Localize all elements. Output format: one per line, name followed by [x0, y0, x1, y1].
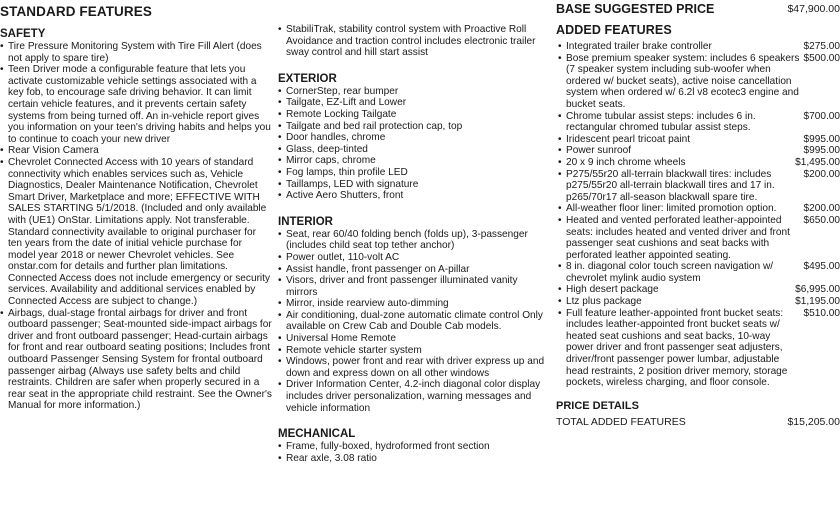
base-price-row — [556, 1, 840, 17]
exterior-item: • Door handles, chrome — [278, 132, 546, 144]
added-feature-text: • Full feature leather-appointed front bucket seats: includes leather-appointed front bucket seats w/ heated seat cushions and seat backs, 10-way power driver and front passenger seat adjusters, driver/front passenger power lumbar, adjustable head restraints, 2 position driver memory, storage pockets, wireless charging, and floor console. — [566, 307, 788, 389]
added-feature-item — [556, 261, 840, 284]
added-feature-item — [556, 111, 840, 134]
safety-list-continued — [278, 24, 546, 59]
added-feature-price: $275.00 — [803, 41, 840, 52]
safety-list — [0, 41, 272, 412]
interior-section-title: INTERIOR — [278, 215, 333, 228]
mechanical-item: • Rear axle, 3.08 ratio — [278, 453, 546, 465]
added-feature-item — [556, 215, 840, 261]
interior-item: • Air conditioning, dual-zone automatic climate control Only available on Crew Cab and Double Cab models. — [278, 310, 546, 333]
added-feature-price: $650.00 — [803, 214, 840, 226]
total-added-features-value: $15,205.00 — [787, 415, 840, 428]
price-details-title: PRICE DETAILS — [556, 399, 639, 412]
interior-item: • Seat, rear 60/40 folding bench (folds up), 3-passenger (includes child seat top tether anchor) — [278, 229, 546, 252]
mechanical-section-title: MECHANICAL — [278, 428, 356, 441]
safety-item: • Tire Pressure Monitoring System with Tire Fill Alert (does not apply to spare tire) — [0, 41, 272, 64]
interior-item: • Windows, power front and rear with driver express up and down and express down on all other windows — [278, 356, 546, 379]
interior-list — [278, 229, 546, 415]
added-feature-price: $700.00 — [803, 110, 840, 122]
exterior-item: • Glass, deep-tinted — [278, 144, 546, 156]
added-feature-item — [556, 41, 840, 53]
added-feature-price: $200.00 — [803, 203, 840, 215]
added-feature-price: $995.00 — [803, 145, 840, 157]
interior-item: • Power outlet, 110-volt AC — [278, 252, 546, 264]
safety-section-title: SAFETY — [0, 28, 46, 40]
added-feature-text: • Iridescent pearl tricoat paint — [566, 133, 690, 145]
interior-item: • Mirror, inside rearview auto-dimming — [278, 298, 546, 310]
added-feature-text: • All-weather floor liner: limited promotion option. — [566, 203, 777, 215]
added-feature-price: $510.00 — [803, 307, 840, 319]
exterior-item: • Active Aero Shutters, front — [278, 190, 546, 202]
added-feature-item — [556, 308, 840, 389]
interior-item: • Remote vehicle starter system — [278, 345, 546, 357]
interior-item: • Visors, driver and front passenger illuminated vanity mirrors — [278, 275, 546, 298]
added-feature-text: • Bose premium speaker system: includes 6 speakers (7 speaker system including sub-woofer when ordered w/ bucket seats), active noise cancellation system when ordered w/ 6.2l v8 ecotec3 engine and bucket seats. — [566, 52, 800, 110]
total-added-features-row — [556, 416, 840, 429]
added-feature-item — [556, 284, 840, 296]
added-feature-text: • Chrome tubular assist steps: includes 6 in. rectangular chromed tubular assist steps. — [566, 110, 756, 134]
exterior-section-title: EXTERIOR — [278, 72, 337, 85]
added-feature-text: • Integrated trailer brake controller — [566, 41, 712, 52]
safety-item: • Teen Driver mode a configurable feature that lets you activate customizable vehicle settings associated with a key fob, to encourage safe driving behavior. It can limit certain vehicle features, and it prevents certain safety systems from being turned off. An in-vehicle report gives you information on your teen's driving habits and helps you to continue to coach your new driver — [0, 64, 272, 145]
added-feature-item — [556, 203, 840, 215]
mechanical-item: • Frame, fully-boxed, hydroformed front section — [278, 441, 546, 453]
exterior-list — [278, 86, 546, 202]
added-feature-price: $1,495.00 — [795, 156, 840, 168]
added-feature-price: $6,995.00 — [795, 284, 840, 296]
exterior-item: • Tailgate and bed rail protection cap, top — [278, 121, 546, 133]
exterior-item: • Taillamps, LED with signature — [278, 179, 546, 191]
added-feature-price: $495.00 — [803, 261, 840, 273]
safety-item: • StabiliTrak, stability control system with Proactive Roll Avoidance and traction control includes electronic trailer sway control and hill start assist — [278, 24, 546, 59]
exterior-item: • Tailgate, EZ-Lift and Lower — [278, 97, 546, 109]
added-feature-price: $1,195.00 — [795, 296, 840, 308]
total-added-features-label: TOTAL ADDED FEATURES — [556, 415, 686, 428]
interior-item: • Driver Information Center, 4.2-inch diagonal color display includes driver personalization, warning messages and vehicle information — [278, 379, 546, 414]
added-features-title: ADDED FEATURES — [556, 23, 672, 37]
added-feature-text: • Power sunroof — [566, 145, 632, 157]
added-feature-price: $500.00 — [803, 52, 840, 64]
added-feature-text: • 20 x 9 inch chrome wheels — [566, 156, 686, 168]
added-feature-price: $995.00 — [803, 133, 840, 145]
added-feature-price: $200.00 — [803, 168, 840, 180]
added-feature-item — [556, 53, 840, 111]
added-feature-text: • 8 in. diagonal color touch screen navigation w/ chevrolet mylink audio system — [566, 261, 774, 284]
safety-item: • Chevrolet Connected Access with 10 years of standard connectivity which enables services such as, Vehicle Diagnostics, Dealer Maintenance Notification, Chevrolet Smart Driver, Marketplace and more; EFFECTIVE WITH SALES STARTING 5/1/2018. (Included and only available with (UE1) OnStar. Limitations apply. Not transferable. Standard connectivity available to original purchaser for ten years from the date of initial vehicle purchase for model year 2018 or newer Chevrolet vehicles. See onstar.com for details and further plan limitations. Connected Access does not include emergency or security services. Availability and additional services enabled by Connected Access are subject to change.) — [0, 157, 272, 308]
standard-features-column-2 — [278, 0, 546, 464]
interior-item: • Universal Home Remote — [278, 333, 546, 345]
safety-item: • Rear Vision Camera — [0, 145, 272, 157]
interior-item: • Assist handle, front passenger on A-pillar — [278, 264, 546, 276]
added-feature-item — [556, 134, 840, 146]
added-feature-item — [556, 296, 840, 308]
base-price-value: $47,900.00 — [787, 3, 840, 15]
exterior-item: • CornerStep, rear bumper — [278, 86, 546, 98]
mechanical-list — [278, 441, 546, 464]
added-features-list — [556, 41, 840, 389]
standard-features-column — [0, 0, 272, 412]
added-feature-text: • High desert package — [566, 284, 659, 296]
pricing-column — [556, 0, 840, 429]
base-price-label: BASE SUGGESTED PRICE — [556, 2, 715, 16]
standard-features-title: STANDARD FEATURES — [0, 4, 152, 19]
added-feature-item — [556, 169, 840, 204]
added-feature-text: • P275/55r20 all-terrain blackwall tires: includes p275/55r20 all-terrain blackwall tires and 17 in. p265/70r17 all-season blackwall spare tire. — [566, 168, 775, 203]
exterior-item: • Remote Locking Tailgate — [278, 109, 546, 121]
added-feature-item — [556, 145, 840, 157]
exterior-item: • Fog lamps, thin profile LED — [278, 167, 546, 179]
safety-item: • Airbags, dual-stage frontal airbags for driver and front outboard passenger; Seat-mounted side-impact airbags for driver and front outboard passenger; Head-curtain airbags for front and rear outboard seating positions; Includes front outboard Passenger Sensing System for frontal outboard passenger airbag (Always use safety belts and child restraints. Children are safer when properly secured in a rear seat in the appropriate child restraint. See the Owner's Manual for more information.) — [0, 308, 272, 412]
added-feature-text: • Ltz plus package — [566, 296, 642, 308]
exterior-item: • Mirror caps, chrome — [278, 155, 546, 167]
added-feature-item — [556, 157, 840, 169]
added-feature-text: • Heated and vented perforated leather-appointed seats: includes heated and vented driver and front passenger seat cushions and seat backs with perforated leather appointed seating. — [566, 214, 790, 261]
